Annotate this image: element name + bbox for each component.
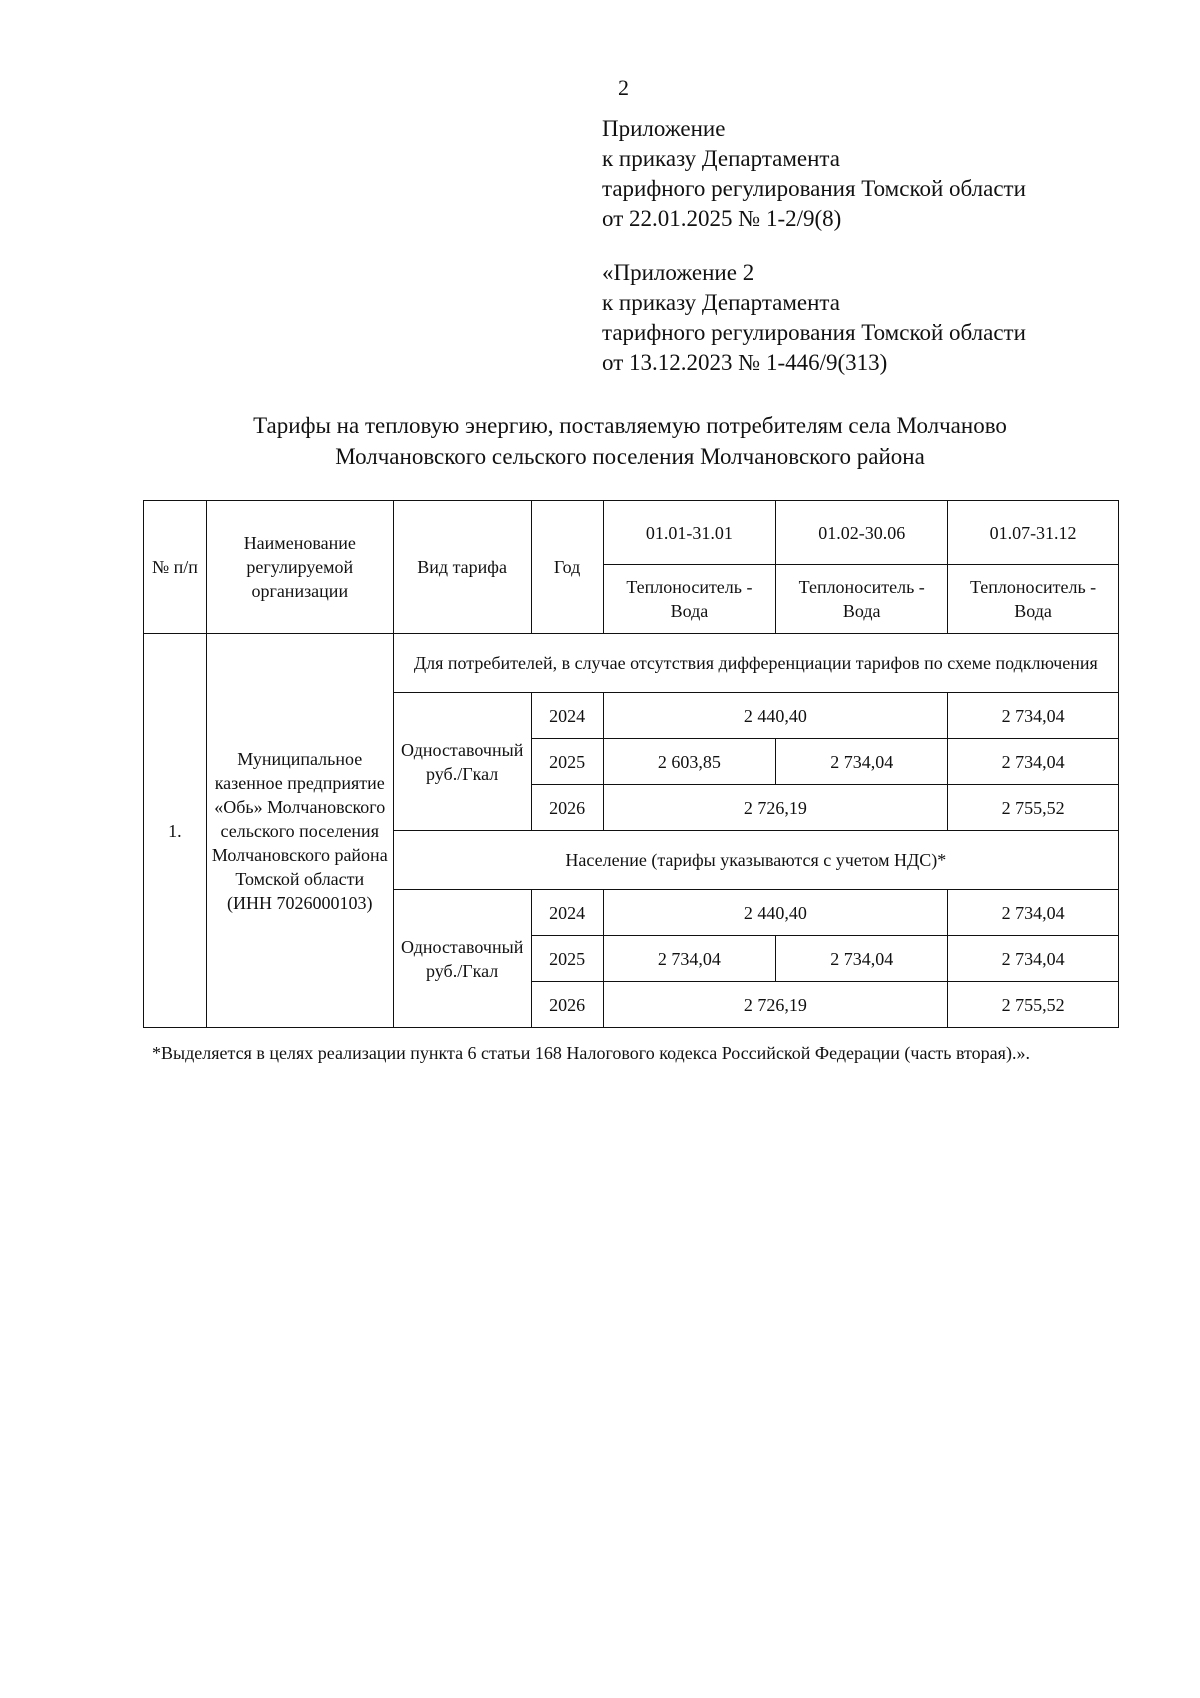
tariff-value: 2 440,40 (603, 890, 948, 936)
header-year: Год (531, 501, 603, 634)
tariff-value: 2 734,04 (948, 890, 1119, 936)
appendix-line: Приложение (602, 116, 726, 141)
tariff-value: 2 734,04 (776, 936, 948, 982)
tariff-value: 2 755,52 (948, 982, 1119, 1028)
row-number: 1. (144, 634, 207, 1028)
appendix-line: к приказу Департамента (602, 290, 840, 315)
year-cell: 2026 (531, 785, 603, 831)
appendix-line: тарифного регулирования Томской области (602, 320, 1026, 345)
year-cell: 2025 (531, 739, 603, 785)
tariff-type-cell: Одноставочный руб./Гкал (393, 890, 531, 1028)
title-line-2: Молчановского сельского поселения Молчановского района (335, 444, 925, 469)
appendix-line: к приказу Департамента (602, 146, 840, 171)
header-period: 01.07-31.12 (948, 501, 1119, 565)
tariff-value: 2 440,40 (603, 693, 948, 739)
tariff-value: 2 755,52 (948, 785, 1119, 831)
tariff-value: 2 603,85 (603, 739, 776, 785)
tariff-value: 2 734,04 (948, 693, 1119, 739)
year-cell: 2025 (531, 936, 603, 982)
tariff-value: 2 726,19 (603, 785, 948, 831)
header-carrier: Теплоноситель - Вода (948, 565, 1119, 634)
appendix-header (602, 114, 1026, 234)
appendix-2-header (602, 258, 1026, 378)
organization-name: Муниципальное казенное предприятие «Обь» Молчановского сельского поселения Молчановского района Томской области (ИНН 7026000103) (206, 634, 393, 1028)
document-title (140, 410, 1120, 472)
section-title: Для потребителей, в случае отсутствия дифференциации тарифов по схеме подключения (393, 634, 1118, 693)
header-number: № п/п (144, 501, 207, 634)
appendix-line: от 22.01.2025 № 1-2/9(8) (602, 206, 842, 231)
footnote: *Выделяется в целях реализации пункта 6 статьи 168 Налогового кодекса Российской Федерации (часть вторая).». (152, 1043, 1030, 1063)
appendix-line: «Приложение 2 (602, 260, 755, 285)
header-carrier: Теплоноситель - Вода (776, 565, 948, 634)
tariff-table (143, 500, 1119, 1028)
section-title: Население (тарифы указываются с учетом НДС)* (393, 831, 1118, 890)
header-carrier: Теплоноситель - Вода (603, 565, 776, 634)
tariff-value: 2 734,04 (948, 936, 1119, 982)
tariff-value: 2 734,04 (948, 739, 1119, 785)
year-cell: 2024 (531, 693, 603, 739)
year-cell: 2026 (531, 982, 603, 1028)
tariff-value: 2 734,04 (603, 936, 776, 982)
tariff-type-cell: Одноставочный руб./Гкал (393, 693, 531, 831)
header-row (144, 501, 1119, 565)
tariff-value: 2 734,04 (776, 739, 948, 785)
year-cell: 2024 (531, 890, 603, 936)
page-number: 2 (618, 75, 629, 100)
header-organization: Наименование регулируемой организации (206, 501, 393, 634)
appendix-line: от 13.12.2023 № 1-446/9(313) (602, 350, 888, 375)
tariff-value: 2 726,19 (603, 982, 948, 1028)
header-tariff-type: Вид тарифа (393, 501, 531, 634)
title-line-1: Тарифы на тепловую энергию, поставляемую потребителям села Молчаново (253, 413, 1007, 438)
section-row (144, 634, 1119, 693)
header-period: 01.01-31.01 (603, 501, 776, 565)
header-period: 01.02-30.06 (776, 501, 948, 565)
appendix-line: тарифного регулирования Томской области (602, 176, 1026, 201)
